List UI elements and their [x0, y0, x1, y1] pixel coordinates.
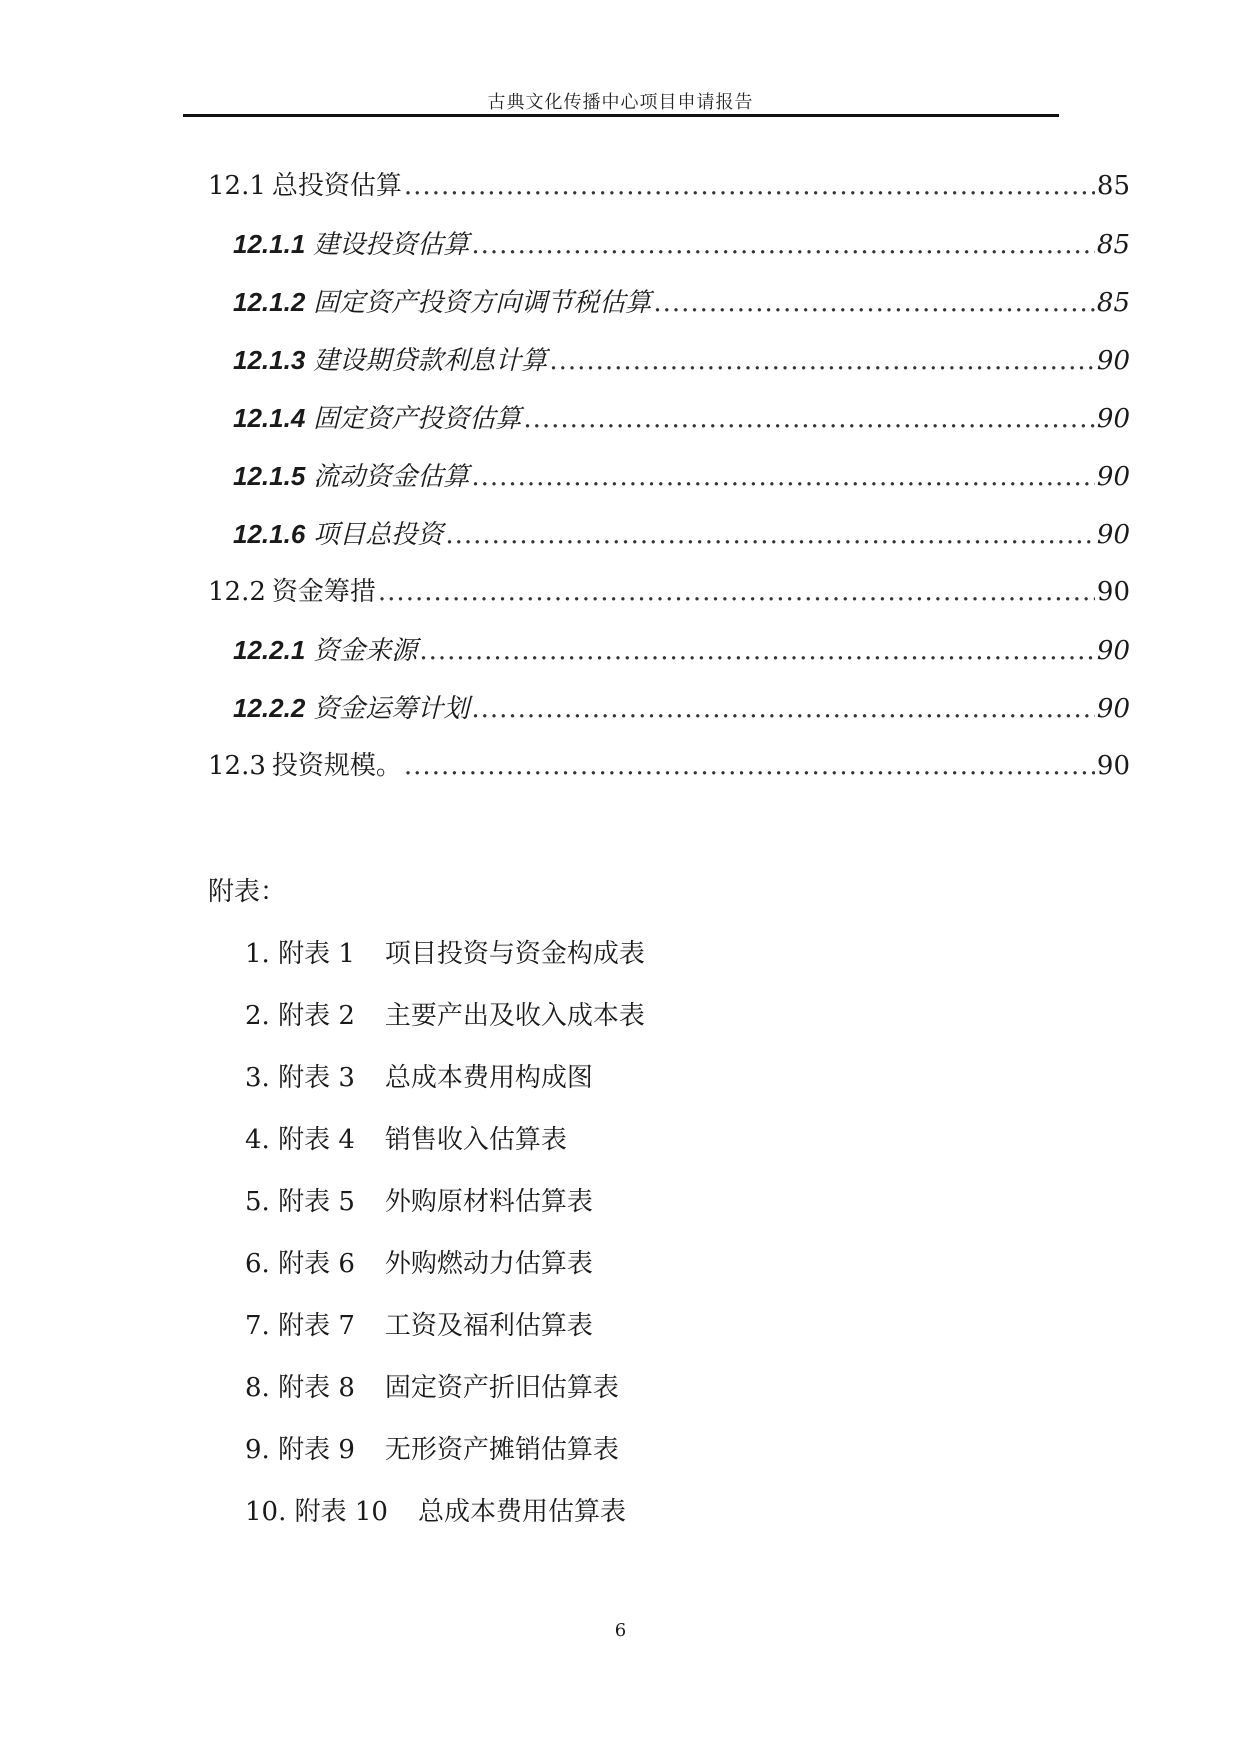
appendix-label: 6. 附表 6	[245, 1249, 355, 1279]
appendix-label: 10. 附表 10	[245, 1497, 388, 1527]
toc-number: 12.2.2	[233, 693, 306, 723]
toc-number: 12.1.5	[233, 461, 306, 491]
toc-page-number: 90	[1096, 520, 1130, 550]
toc-entry-12-2[interactable]	[208, 572, 1130, 612]
dot-leader	[653, 283, 1095, 323]
toc-entry-12-2-2[interactable]	[233, 688, 1130, 728]
toc-entry-12-2-1[interactable]	[233, 630, 1130, 670]
appendix-title: 项目投资与资金构成表	[384, 939, 645, 969]
page-header-title: 古典文化传播中心项目申请报告	[487, 92, 754, 113]
appendix-label: 1. 附表 1	[245, 939, 355, 969]
dot-leader	[471, 457, 1095, 497]
toc-number: 12.3	[208, 751, 266, 781]
toc-title: 固定资产投资估算	[313, 404, 522, 434]
appendix-title: 固定资产折旧估算表	[384, 1373, 619, 1403]
appendix-label: 7. 附表 7	[245, 1311, 355, 1341]
toc-number: 12.1.3	[233, 345, 306, 375]
toc-title: 建设投资估算	[313, 230, 470, 260]
appendix-label: 5. 附表 5	[245, 1187, 355, 1217]
appendix-item[interactable]	[245, 1058, 593, 1098]
toc-entry-12-1-3[interactable]	[233, 340, 1130, 380]
toc-number: 12.1.4	[233, 403, 306, 433]
dot-leader	[404, 746, 1095, 786]
toc-entry-12-1-1[interactable]	[233, 224, 1130, 264]
toc-entry-12-1-2[interactable]	[233, 282, 1130, 322]
dot-leader	[471, 225, 1095, 265]
appendix-title: 工资及福利估算表	[384, 1311, 593, 1341]
toc-title: 资金运筹计划	[313, 694, 470, 724]
toc-title: 资金来源	[313, 636, 418, 666]
toc-page-number: 90	[1096, 577, 1130, 607]
appendix-title: 销售收入估算表	[384, 1125, 567, 1155]
appendix-title: 外购原材料估算表	[384, 1187, 593, 1217]
dot-leader	[378, 572, 1095, 612]
appendix-item[interactable]	[245, 1306, 593, 1346]
dot-leader	[523, 399, 1095, 439]
appendix-label: 2. 附表 2	[245, 1001, 355, 1031]
appendix-item[interactable]	[245, 996, 645, 1036]
page-number: 6	[614, 1620, 627, 1641]
toc-page-number: 90	[1096, 404, 1130, 434]
toc-number: 12.2	[208, 577, 266, 607]
appendix-item[interactable]	[245, 1368, 619, 1408]
appendix-item[interactable]	[245, 1120, 567, 1160]
appendix-label: 3. 附表 3	[245, 1063, 355, 1093]
appendix-item[interactable]	[245, 934, 645, 974]
appendix-title: 外购燃动力估算表	[384, 1249, 593, 1279]
toc-page-number: 90	[1096, 346, 1130, 376]
appendix-label: 4. 附表 4	[245, 1125, 355, 1155]
toc-title: 项目总投资	[313, 520, 444, 550]
toc-entry-12-3[interactable]	[208, 746, 1130, 786]
dot-leader	[404, 166, 1095, 206]
toc-page-number: 85	[1096, 288, 1130, 318]
appendix-title: 总成本费用构成图	[384, 1063, 593, 1093]
appendix-item[interactable]	[245, 1430, 619, 1470]
toc-title: 总投资估算	[271, 171, 402, 201]
toc-entry-12-1-4[interactable]	[233, 398, 1130, 438]
dot-leader	[445, 515, 1095, 555]
dot-leader	[419, 631, 1095, 671]
toc-number: 12.2.1	[233, 635, 306, 665]
toc-page-number: 90	[1096, 462, 1130, 492]
dot-leader	[549, 341, 1095, 381]
appendix-item[interactable]	[245, 1492, 626, 1532]
toc-title: 建设期贷款利息计算	[313, 346, 548, 376]
toc-number: 12.1.1	[233, 229, 306, 259]
appendix-heading: 附表：	[208, 877, 287, 907]
toc-title: 流动资金估算	[313, 462, 470, 492]
toc-page-number: 90	[1096, 636, 1130, 666]
toc-number: 12.1.2	[233, 287, 306, 317]
toc-page-number: 85	[1096, 171, 1130, 201]
appendix-item[interactable]	[245, 1244, 593, 1284]
appendix-title: 无形资产摊销估算表	[384, 1435, 619, 1465]
toc-page-number: 85	[1096, 230, 1130, 260]
header-rule	[183, 114, 1059, 117]
toc-title: 投资规模。	[271, 751, 402, 781]
appendix-label: 9. 附表 9	[245, 1435, 355, 1465]
toc-number: 12.1.6	[233, 519, 306, 549]
toc-entry-12-1[interactable]	[208, 166, 1130, 206]
toc-title: 资金筹措	[271, 577, 376, 607]
appendix-item[interactable]	[245, 1182, 593, 1222]
toc-entry-12-1-5[interactable]	[233, 456, 1130, 496]
toc-page-number: 90	[1096, 694, 1130, 724]
appendix-label: 8. 附表 8	[245, 1373, 355, 1403]
toc-number: 12.1	[208, 171, 266, 201]
toc-page-number: 90	[1096, 751, 1130, 781]
dot-leader	[471, 689, 1095, 729]
appendix-title: 主要产出及收入成本表	[384, 1001, 645, 1031]
appendix-title: 总成本费用估算表	[417, 1497, 626, 1527]
toc-entry-12-1-6[interactable]	[233, 514, 1130, 554]
toc-title: 固定资产投资方向调节税估算	[313, 288, 652, 318]
